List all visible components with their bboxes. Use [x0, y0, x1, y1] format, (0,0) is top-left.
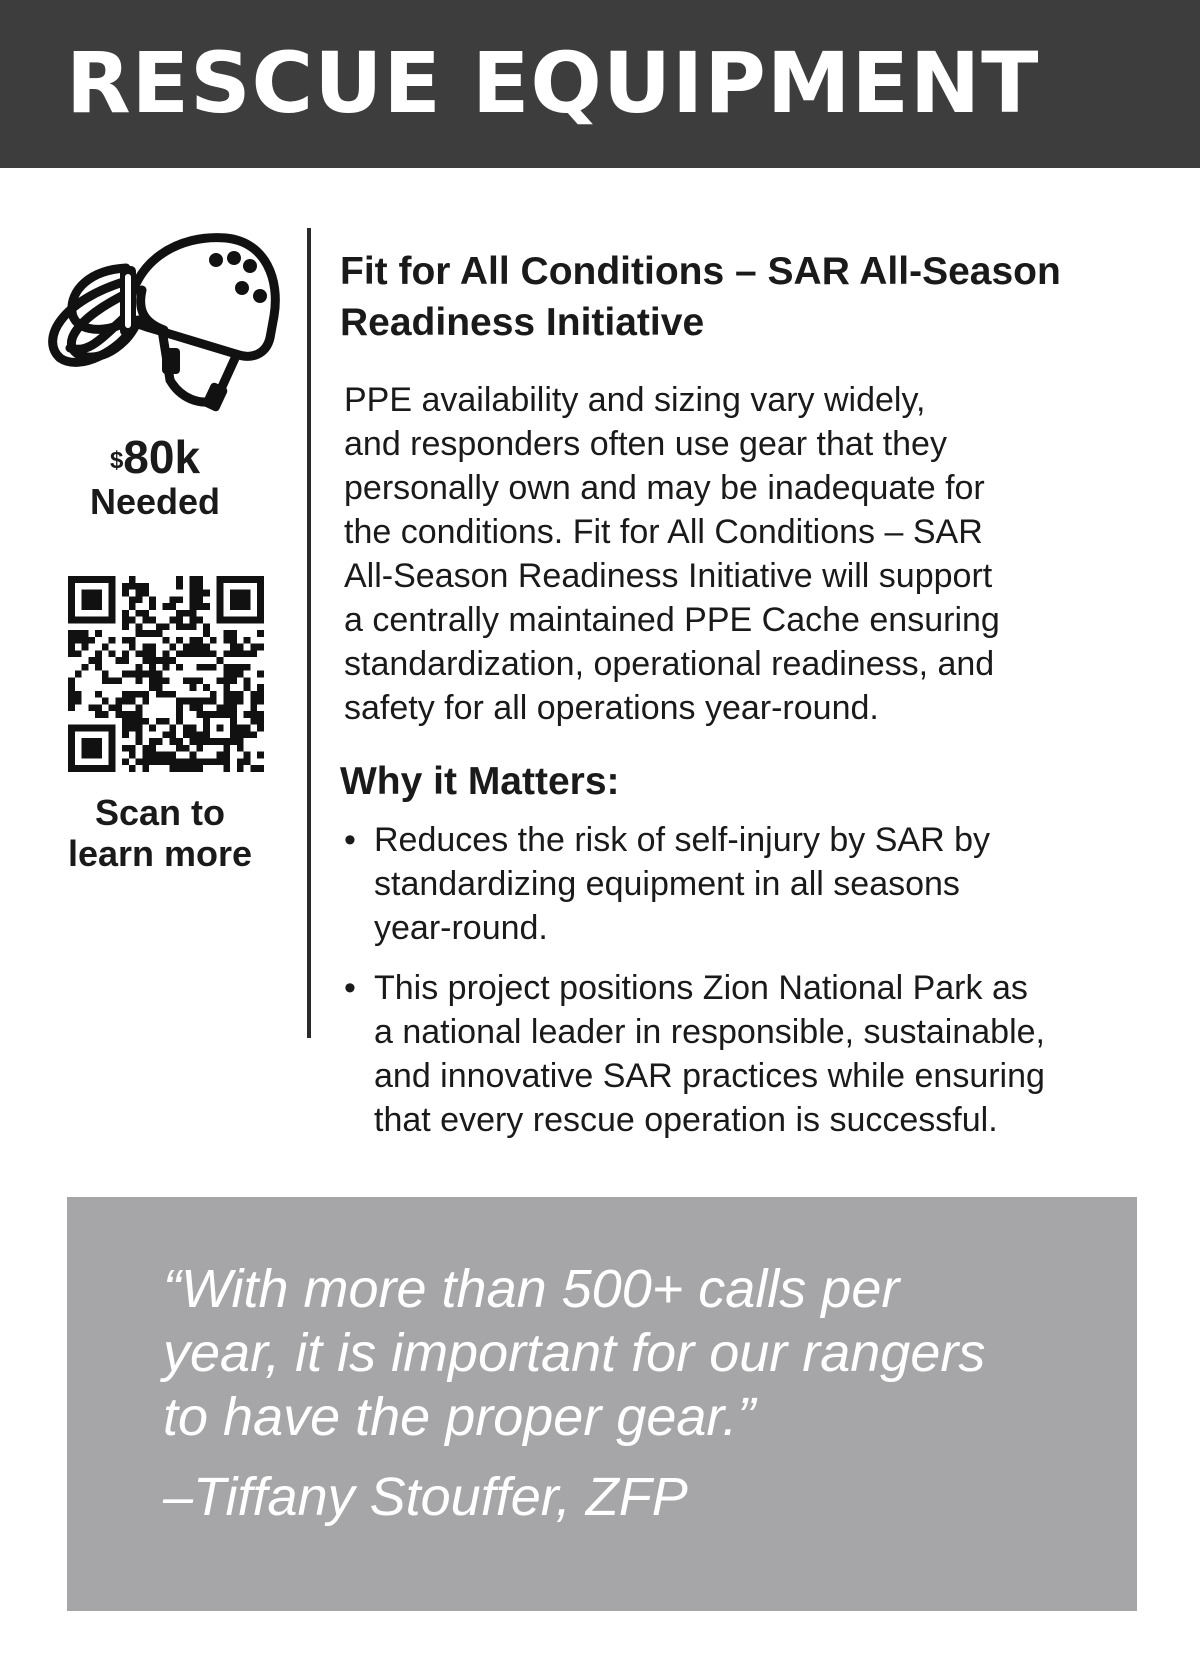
- quote-box: [67, 1197, 1137, 1611]
- scan-line-1: Scan to: [94, 792, 226, 833]
- bullet-line: standardizing equipment in all seasons: [374, 865, 960, 903]
- project-title: [340, 246, 1160, 348]
- funding-amount: [40, 432, 270, 522]
- list-item: [344, 818, 1164, 950]
- helmet-and-rope-icon: [30, 230, 286, 430]
- scan-line-2: learn more: [67, 833, 253, 874]
- why-it-matters-list: [344, 818, 1164, 1158]
- bullet-icon: •: [344, 969, 356, 1007]
- description-line: standardization, operational readiness, and: [344, 645, 995, 683]
- bullet-line: a national leader in responsible, sustainable,: [374, 1013, 1046, 1051]
- currency-symbol: $: [109, 447, 124, 474]
- project-title-line-2: Readiness Initiative: [340, 301, 705, 344]
- quote-line: year, it is important for our rangers: [163, 1323, 986, 1383]
- scan-caption: [40, 792, 280, 874]
- bullet-icon: •: [344, 821, 356, 859]
- quote-line: to have the proper gear.”: [163, 1387, 756, 1447]
- qr-code[interactable]: [68, 576, 264, 772]
- vertical-divider: [307, 228, 311, 1038]
- quote-author: –Tiffany Stouffer, ZFP: [163, 1467, 688, 1527]
- project-description: [344, 378, 1124, 730]
- bullet-line: year-round.: [374, 909, 548, 947]
- description-line: the conditions. Fit for All Conditions – SAR: [344, 513, 983, 551]
- quote-line: “With more than 500+ calls per: [163, 1259, 900, 1319]
- header-banner: [0, 0, 1200, 168]
- bullet-line: that every rescue operation is successful.: [374, 1101, 998, 1139]
- description-line: safety for all operations year-round.: [344, 689, 879, 727]
- page-title: RESCUE EQUIPMENT: [66, 34, 1040, 132]
- bullet-line: This project positions Zion National Park as: [374, 969, 1028, 1007]
- description-line: and responders often use gear that they: [344, 425, 947, 463]
- quote-text: [163, 1257, 1063, 1449]
- list-item: [344, 966, 1164, 1142]
- description-line: a centrally maintained PPE Cache ensuring: [344, 601, 1000, 639]
- why-it-matters-heading: Why it Matters:: [340, 760, 620, 803]
- bullet-line: and innovative SAR practices while ensuring: [374, 1057, 1045, 1095]
- amount-caption: Needed: [89, 481, 221, 522]
- description-line: personally own and may be inadequate for: [344, 469, 985, 507]
- project-title-line-1: Fit for All Conditions – SAR All-Season: [340, 250, 1061, 293]
- amount-value: 80k: [123, 431, 201, 483]
- description-line: All-Season Readiness Initiative will support: [344, 557, 993, 595]
- bullet-line: Reduces the risk of self-injury by SAR by: [374, 821, 991, 859]
- description-line: PPE availability and sizing vary widely,: [344, 381, 926, 419]
